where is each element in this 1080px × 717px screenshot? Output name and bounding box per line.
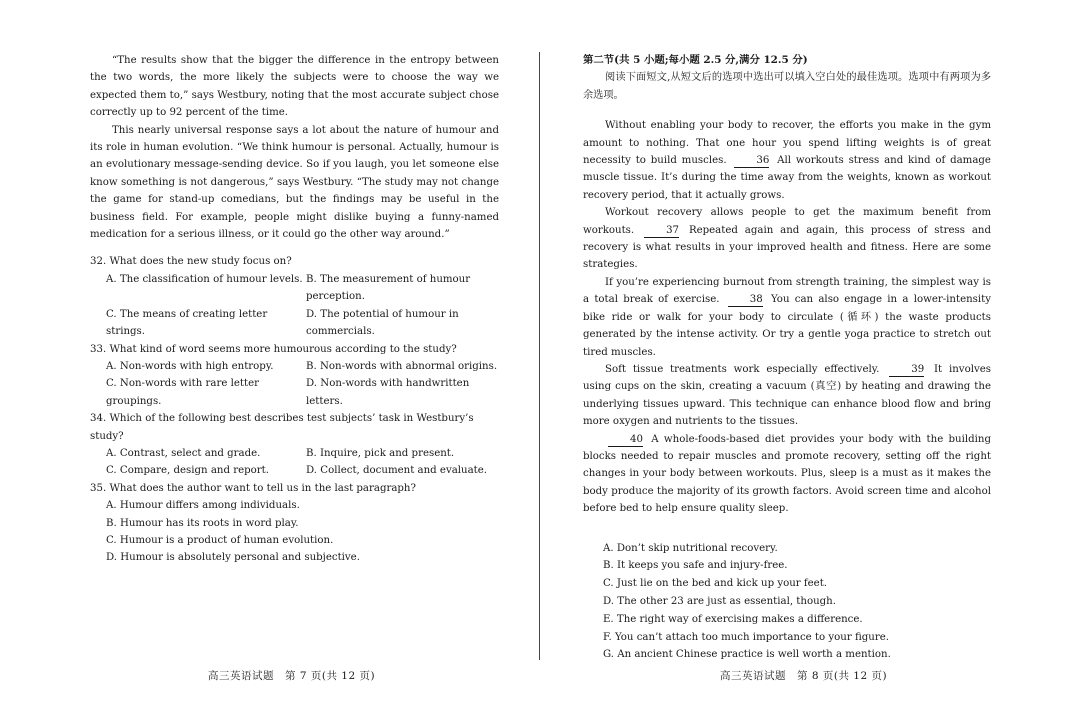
choice-d: D. The other 23 are just as essential, though. bbox=[603, 595, 836, 607]
section-title: 第二节(共 5 小题;每小题 2.5 分,满分 12.5 分) bbox=[583, 54, 808, 66]
option-c: C. Humour is a product of human evolution. bbox=[106, 534, 334, 546]
answer-blank-36: 36 bbox=[734, 154, 769, 168]
passage-paragraph-5: 40 A whole-foods-based diet provides your body with the building blocks needed to repair muscles and promote recovery, setting off the right changes in your body between workouts. Plus, sleep is a must as it makes the body produce the majority of its growth factors. Avoid screen time and alcohol before bed to help ensure quality sleep. bbox=[583, 433, 991, 515]
question-32 bbox=[90, 253, 499, 340]
passage-paragraph-4: Soft tissue treatments work especially effectively. 39 It involves using cups on the skin, creating a vacuum (真空) by heating and drawing the underlying tissues upward. This technique can enhance blood flow and bring more oxygen and nutrients to the tissues. bbox=[583, 363, 991, 428]
left-column bbox=[90, 52, 499, 567]
option-d: D. Non-words with handwritten letters. bbox=[306, 378, 470, 407]
option-c: C. Compare, design and report. bbox=[106, 465, 269, 477]
option-d: D. Collect, document and evaluate. bbox=[306, 465, 488, 477]
answer-blank-38: 38 bbox=[728, 293, 763, 307]
answer-choices bbox=[583, 540, 991, 665]
choice-b: B. It keeps you safe and injury-free. bbox=[603, 560, 788, 572]
option-b: B. Humour has its roots in word play. bbox=[106, 517, 299, 529]
answer-blank-37: 37 bbox=[644, 224, 679, 238]
column-divider bbox=[539, 52, 540, 660]
question-35 bbox=[90, 480, 499, 567]
section-instruction: 阅读下面短文,从短文后的选项中选出可以填入空白处的最佳选项。选项中有两项为多余选项。 bbox=[583, 72, 991, 101]
option-a: A. Contrast, select and grade. bbox=[106, 447, 261, 459]
page-footer-left: 高三英语试题 第 7 页(共 12 页) bbox=[208, 670, 376, 682]
option-b: B. The measurement of humour perception. bbox=[306, 273, 471, 303]
question-34 bbox=[90, 410, 499, 480]
question-stem: 33. What kind of word seems more humourous according to the study? bbox=[90, 343, 457, 355]
passage-paragraph: “The results show that the bigger the difference in the entropy between the two words, the more likely the subjects were to choose the way we expected them to,” says Westbury, noting that the most accurate subject chose correctly up to 92 percent of the time. bbox=[90, 55, 499, 119]
question-stem: 32. What does the new study focus on? bbox=[90, 256, 292, 268]
choice-g: G. An ancient Chinese practice is well worth a mention. bbox=[603, 649, 891, 661]
question-33 bbox=[90, 341, 499, 411]
passage-paragraph-1: Without enabling your body to recover, the efforts you make in the gym amount to nothing. That one hour you spend lifting weights is of great necessity to build muscles. 36 All workouts stress and kind of damage muscle tissue. It’s during the time away from the weights, known as workout recovery period, that it actually grows. bbox=[583, 120, 991, 201]
choice-c: C. Just lie on the bed and kick up your feet. bbox=[603, 578, 828, 590]
right-column bbox=[583, 52, 991, 664]
option-c: C. Non-words with rare letter groupings. bbox=[106, 378, 259, 407]
answer-blank-39: 39 bbox=[889, 363, 924, 377]
choice-a: A. Don’t skip nutritional recovery. bbox=[603, 542, 778, 554]
question-stem: 34. Which of the following best describes test subjects’ task in Westbury’s study? bbox=[90, 413, 474, 442]
option-b: B. Inquire, pick and present. bbox=[306, 447, 455, 459]
passage-paragraph-3: If you’re experiencing burnout from strength training, the simplest way is a total break of exercise. 38 You can also engage in a lower-intensity bike ride or walk for your body to circulate (循环) the waste products generated by the intense activity. Or try a gentle yoga practice to stretch out tired muscles. bbox=[583, 276, 991, 358]
answer-blank-40: 40 bbox=[608, 433, 643, 447]
passage-paragraph-2: Workout recovery allows people to get the maximum benefit from workouts. 37 Repeated again and again, this process of stress and recovery is what results in your improved health and fitness. Here are some strategies. bbox=[583, 207, 992, 271]
question-stem: 35. What does the author want to tell us in the last paragraph? bbox=[90, 482, 416, 494]
option-a: A. Humour differs among individuals. bbox=[106, 500, 300, 512]
option-d: D. The potential of humour in commercials. bbox=[306, 308, 459, 338]
option-c: C. The means of creating letter strings. bbox=[106, 308, 268, 338]
option-b: B. Non-words with abnormal origins. bbox=[306, 360, 498, 372]
choice-f: F. You can’t attach too much importance to your figure. bbox=[603, 631, 889, 643]
option-d: D. Humour is absolutely personal and subjective. bbox=[106, 552, 360, 564]
option-a: A. Non-words with high entropy. bbox=[106, 360, 274, 372]
choice-e: E. The right way of exercising makes a difference. bbox=[603, 613, 863, 625]
passage-paragraph: This nearly universal response says a lot about the nature of humour and its role in human evolution. “We think humour is personal. Actually, humour is an evolutionary message-sending device. So if you laugh, you let someone else know something is not dangerous,” says Westbury. “The study may not change the game for stand-up comedians, but the findings may be useful in the business field. For example, people might dislike buying a funny-named medication for a serious illness, or it could go the other way around.” bbox=[90, 124, 499, 241]
page-footer-right: 高三英语试题 第 8 页(共 12 页) bbox=[720, 670, 888, 682]
option-a: A. The classification of humour levels. bbox=[106, 273, 303, 285]
